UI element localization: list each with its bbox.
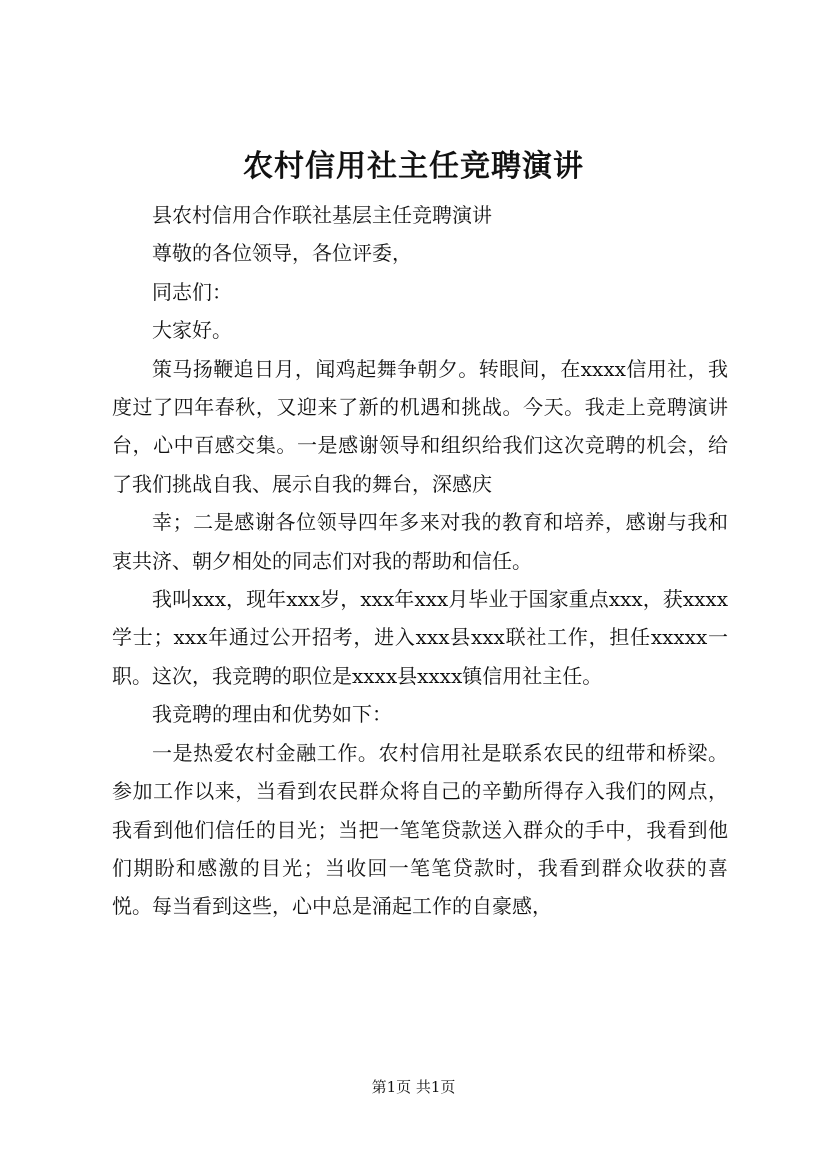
document-body bbox=[112, 196, 728, 926]
body-paragraph: 我竞聘的理由和优势如下： bbox=[152, 702, 392, 727]
salutation-paragraph: 尊敬的各位领导，各位评委， bbox=[152, 241, 412, 266]
body-paragraph: 一是热爱农村金融工作。农村信用社是联系农民的纽带和桥梁。参加工作以来，当看到农民群众将自己的辛勤所得存入我们的网点，我看到他们信任的目光；当把一笔笔贷款送入群众的手中，我看到他们期盼和感激的目光；当收回一笔笔贷款时，我看到群众收获的喜悦。每当看到这些，心中总是涌起工作的自豪感， bbox=[112, 740, 728, 919]
subtitle-paragraph: 县农村信用合作联社基层主任竞聘演讲 bbox=[152, 203, 492, 227]
salutation-paragraph: 同志们： bbox=[152, 279, 232, 304]
greeting-paragraph: 大家好。 bbox=[152, 318, 232, 343]
document-title: 农村信用社主任竞聘演讲 bbox=[243, 149, 584, 184]
body-paragraph: 策马扬鞭追日月，闻鸡起舞争朝夕。转眼间，在xxxx信用社，我度过了四年春秋，又迎来了新的机遇和挑战。今天。我走上竞聘演讲台，心中百感交集。一是感谢领导和组织给我们这次竞聘的机会，给了我们挑战自我、展示自我的舞台，深感庆 bbox=[112, 356, 728, 496]
body-paragraph: 幸；二是感谢各位领导四年多来对我的教育和培养，感谢与我和衷共济、朝夕相处的同志们对我的帮助和信任。 bbox=[112, 510, 728, 573]
body-paragraph: 我叫xxx，现年xxx岁，xxx年xxx月毕业于国家重点xxx，获xxxx学士；xxx年通过公开招考，进入xxx县xxx联社工作，担任xxxxx一职。这次，我竞聘的职位是xxxx县xxxx镇信用社主任。 bbox=[112, 587, 728, 688]
page-footer: 第1页 共1页 bbox=[371, 1078, 456, 1096]
